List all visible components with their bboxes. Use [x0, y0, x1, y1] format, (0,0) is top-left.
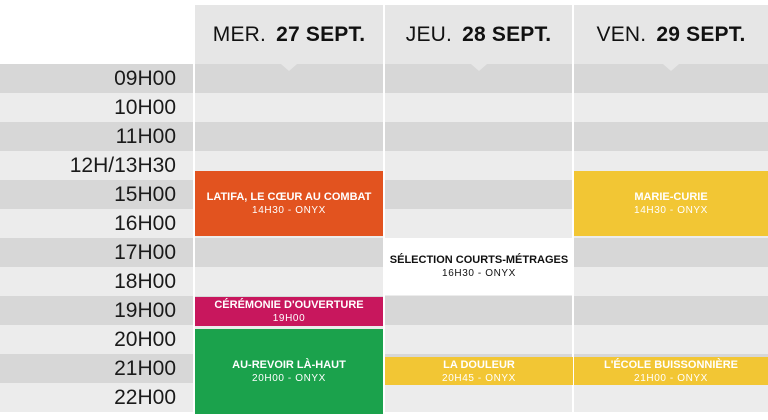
event-detail: 20H00 - ONYX: [252, 373, 326, 384]
event-card[interactable]: [195, 297, 383, 326]
time-label: 17H00: [114, 241, 176, 264]
day-name: JEU.: [405, 22, 453, 46]
event-card[interactable]: [195, 171, 383, 236]
event-card[interactable]: [385, 357, 573, 385]
time-label: 15H00: [114, 183, 176, 206]
event-detail: 20H45 - ONYX: [442, 372, 516, 384]
event-card[interactable]: [195, 329, 383, 414]
time-label: 16H00: [114, 212, 176, 235]
event-title: L'ÉCOLE BUISSONNIÈRE: [603, 358, 739, 371]
event-title: MARIE-CURIE: [634, 191, 708, 203]
day-date: 28 SEPT.: [462, 22, 552, 46]
day-header-friday: [574, 5, 768, 64]
event-detail: 21H00 - ONYX: [634, 372, 708, 384]
header-pointer: [281, 64, 297, 71]
event-card[interactable]: [574, 171, 768, 236]
header-pointer: [471, 64, 487, 71]
time-label: 20H00: [114, 328, 176, 351]
time-label: 18H00: [114, 270, 176, 293]
event-title: CÉRÉMONIE D'OUVERTURE: [214, 299, 364, 311]
day-header-thursday: [385, 5, 572, 64]
event-detail: 14H30 - ONYX: [634, 205, 708, 216]
header-pointer: [663, 64, 679, 71]
time-label: 09H00: [114, 67, 176, 90]
event-card[interactable]: [574, 357, 768, 385]
time-label: 10H00: [114, 96, 176, 119]
event-detail: 16H30 - ONYX: [442, 268, 516, 279]
time-label: 21H00: [114, 357, 176, 380]
time-label: 11H00: [115, 125, 176, 148]
event-title: AU-REVOIR LÀ-HAUT: [232, 359, 346, 371]
day-header-wednesday: [195, 5, 383, 64]
event-detail: 19H00: [272, 313, 306, 324]
time-label: 12H/13H30: [69, 154, 176, 177]
time-label: 22H00: [114, 386, 176, 409]
day-date: 27 SEPT.: [276, 22, 366, 46]
event-title: LA DOULEUR: [443, 358, 515, 371]
event-detail: 14H30 - ONYX: [252, 205, 326, 216]
day-name: MER.: [212, 22, 267, 46]
event-card[interactable]: [385, 238, 573, 295]
day-date: 29 SEPT.: [656, 22, 746, 46]
day-name: VEN.: [596, 22, 647, 46]
event-title: LATIFA, LE CŒUR AU COMBAT: [206, 191, 372, 203]
time-label: 19H00: [114, 299, 176, 322]
event-title: SÉLECTION COURTS-MÉTRAGES: [389, 254, 569, 266]
